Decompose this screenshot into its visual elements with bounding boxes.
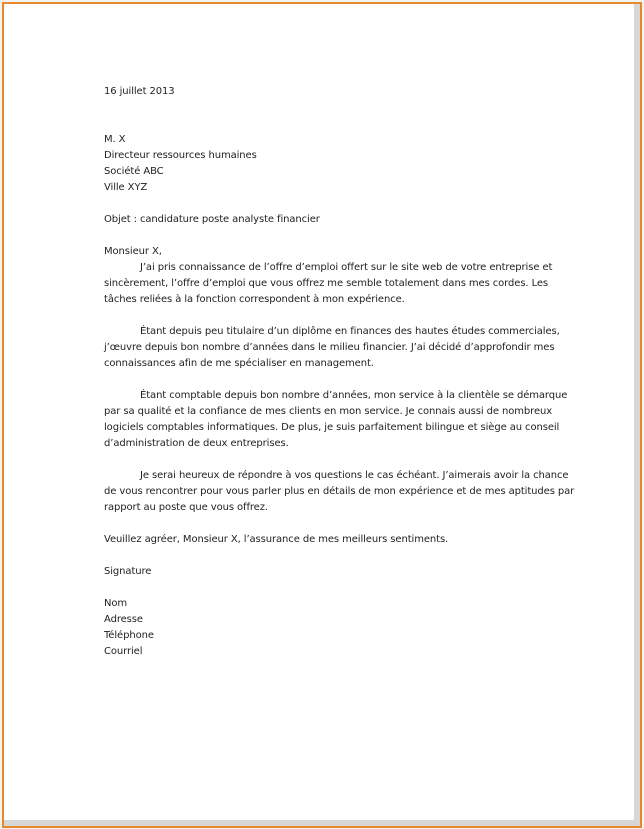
paragraph-text: Je serai heureux de répondre à vos questions le cas échéant. J’aimerais avoir la chance <box>140 470 569 481</box>
letter-body <box>104 84 575 660</box>
paragraph-3-line-4: d’administration de deux entreprises. <box>104 438 289 449</box>
spacer <box>104 228 544 244</box>
paragraph-3-line-3: logiciels comptables informatiques. De plus, je suis parfaitement bilingue et siège au conseil <box>104 422 560 433</box>
paragraph-2-line-2: j’œuvre depuis bon nombre d’années dans le milieu financier. J’ai décidé d’approfondir mes <box>104 342 555 353</box>
spacer <box>104 516 544 532</box>
paragraph-4-line-2: de vous rencontrer pour vous parler plus en détails de mon expérience et de mes aptitudes par <box>104 486 575 497</box>
document-page <box>2 2 642 828</box>
paragraph-2-line-1 <box>104 324 560 340</box>
paragraph-1-line-2: sincèrement, l’offre d’emploi que vous offrez me semble totalement dans mes cordes. Les <box>104 278 549 289</box>
spacer <box>104 100 544 132</box>
salutation: Monsieur X, <box>104 246 162 257</box>
recipient-name: M. X <box>104 134 126 145</box>
paragraph-2-line-3: connaissances afin de me spécialiser en management. <box>104 358 374 369</box>
paragraph-3-line-2: par sa qualité et la confiance de mes clients en mon service. Je connais aussi de nombreux <box>104 406 553 417</box>
letter-date: 16 juillet 2013 <box>104 86 175 97</box>
spacer <box>104 308 544 324</box>
contact-address-label: Adresse <box>104 614 143 625</box>
contact-name-label: Nom <box>104 598 128 609</box>
paragraph-3-line-1 <box>104 388 568 404</box>
spacer <box>104 452 544 468</box>
paragraph-text: Étant depuis peu titulaire d’un diplôme en finances des hautes études commerciales, <box>140 326 560 337</box>
spacer <box>104 548 544 564</box>
paragraph-1-line-3: tâches reliées à la fonction correspondent à mon expérience. <box>104 294 405 305</box>
paragraph-1-line-1 <box>104 260 553 276</box>
paragraph-text: Étant comptable depuis bon nombre d’années, mon service à la clientèle se démarque <box>140 390 568 401</box>
paragraph-text: J’ai pris connaissance de l’offre d’emploi offert sur le site web de votre entreprise et <box>140 262 553 273</box>
recipient-title: Directeur ressources humaines <box>104 150 257 161</box>
paragraph-4-line-3: rapport au poste que vous offrez. <box>104 502 268 513</box>
recipient-city: Ville XYZ <box>104 182 148 193</box>
contact-email-label: Courriel <box>104 646 143 657</box>
contact-phone-label: Téléphone <box>104 630 154 641</box>
spacer <box>104 372 544 388</box>
spacer <box>104 580 544 596</box>
closing-line: Veuillez agréer, Monsieur X, l’assurance de mes meilleurs sentiments. <box>104 534 449 545</box>
recipient-company: Société ABC <box>104 166 164 177</box>
paragraph-4-line-1 <box>104 468 569 484</box>
signature-label: Signature <box>104 566 152 577</box>
spacer <box>104 196 544 212</box>
letter-subject: Objet : candidature poste analyste financier <box>104 214 320 225</box>
